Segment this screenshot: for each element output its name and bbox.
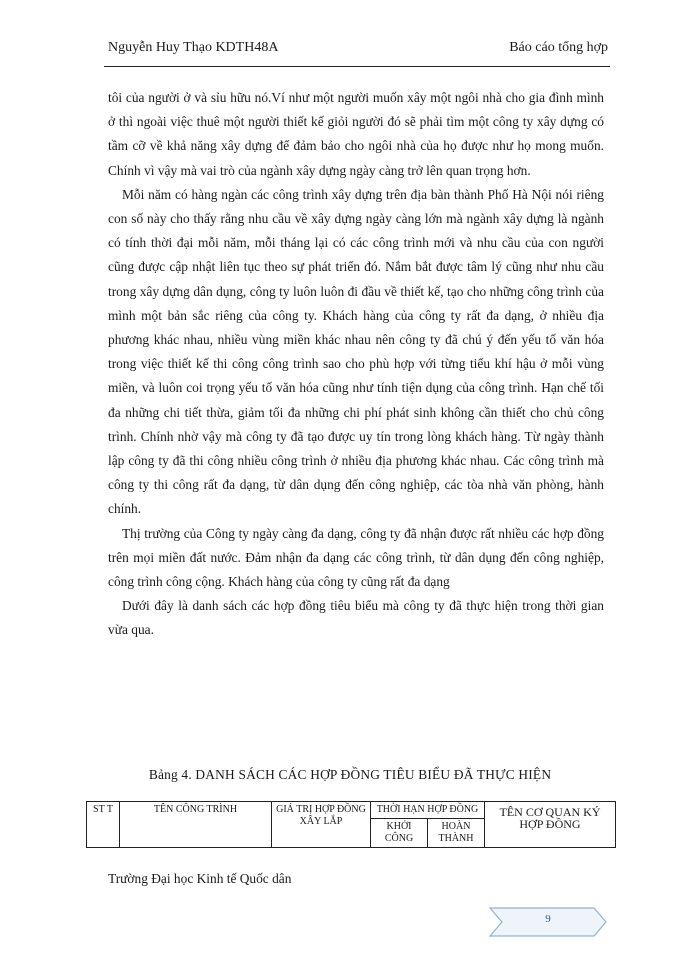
header-project-name: TÊN CÔNG TRÌNH [120, 802, 272, 848]
table-header-row [87, 802, 616, 819]
header-finish: HOÀN THÀNH [428, 819, 485, 848]
header-report-title: Báo cáo tổng hợp [509, 40, 608, 55]
body-text [108, 86, 604, 643]
footer-university: Trường Đại học Kinh tế Quốc dân [108, 871, 292, 886]
header-contract-value: GIÁ TRỊ HỢP ĐỒNG XÂY LẮP [272, 802, 371, 848]
header-start: KHỞI CÔNG [371, 819, 428, 848]
header-divider [104, 66, 610, 67]
page-number: 9 [545, 913, 551, 925]
header-author: Nguyễn Huy Thạo KDTH48A [108, 40, 279, 55]
paragraph-1: tôi của người ở và sỉu hữu nó.Ví như một người muốn xây một ngôi nhà cho gia đình mình ở thì ngoài việc thuê một người thiết kế giỏi người đó sẽ phải tìm một công ty xây dựng có tầm cỡ về khả năng xây dựng để đảm bảo cho ngôi nhà của họ được như họ mong muốn. Chính vì vậy mà vai trò của ngành xây dựng ngày càng trở lên quan trọng hơn. [108, 90, 604, 178]
header-stt: ST T [87, 802, 120, 848]
header-contract-term: THỜI HẠN HỢP ĐỒNG [371, 802, 485, 819]
paragraph-4: Dưới đây là danh sách các hợp đồng tiêu biểu mà công ty đã thực hiện trong thời gian vừa qua. [108, 598, 604, 638]
table-caption: Bảng 4. DANH SÁCH CÁC HỢP ĐỒNG TIÊU BIỂU ĐÃ THỰC HIỆN [148, 767, 552, 782]
paragraph-2: Mỗi năm có hàng ngàn các công trình xây dựng trên địa bàn thành Phố Hà Nội nói riêng con số này cho thấy rằng nhu cầu về xây dựng ngày càng lớn mà ngành xây dựng là ngành có tính thời đại mỗi năm, mỗi tháng lại có các công trình mới và nhu cầu của con người cũng được cập nhật liên tục theo sự phát triển đó. Nắm bắt được tâm lý cũng như nhu cầu trong xây dựng dân dụng, công ty luôn luôn đi đầu về thiết kế, tạo cho những công trình của mình một bản sắc riêng của công ty. Khách hàng của công ty rất đa dạng, ở nhiều địa phương khác nhau, nhiều vùng miền khác nhau nên công ty đã chú ý đến yếu tố văn hóa trong việc thiết kế thi công công trình sao cho phù hợp với từng tiểu khí hậu ở mỗi vùng miền, và luôn coi trọng yếu tố văn hóa cũng như tính tiện dụng của công trình. Hạn chế tối đa những chi tiết thừa, giảm tối đa những chi phí phát sinh không cần thiết cho chủ công trình. Chính nhờ vậy mà công ty đã tạo được uy tín trong lòng khách hàng. Từ ngày thành lập công ty đã thi công nhiều công trình ở nhiều địa phương khác nhau. Các công trình mà công ty thi công rất đa dạng, từ dân dụng đến công nghiệp, các tòa nhà văn phòng, hành chính. [108, 186, 604, 517]
contracts-table [86, 801, 616, 848]
header-agency: TÊN CƠ QUAN KÝ HỢP ĐỒNG [485, 802, 616, 848]
paragraph-3: Thị trường của Công ty ngày càng đa dạng, công ty đã nhận được rất nhiều các hợp đồng trên mọi miền đất nước. Đảm nhận đa dạng các công trình, từ dân dụng đến công nghiệp, công trình công cộng. Khách hàng của công ty cũng rất đa dạng [108, 525, 604, 590]
